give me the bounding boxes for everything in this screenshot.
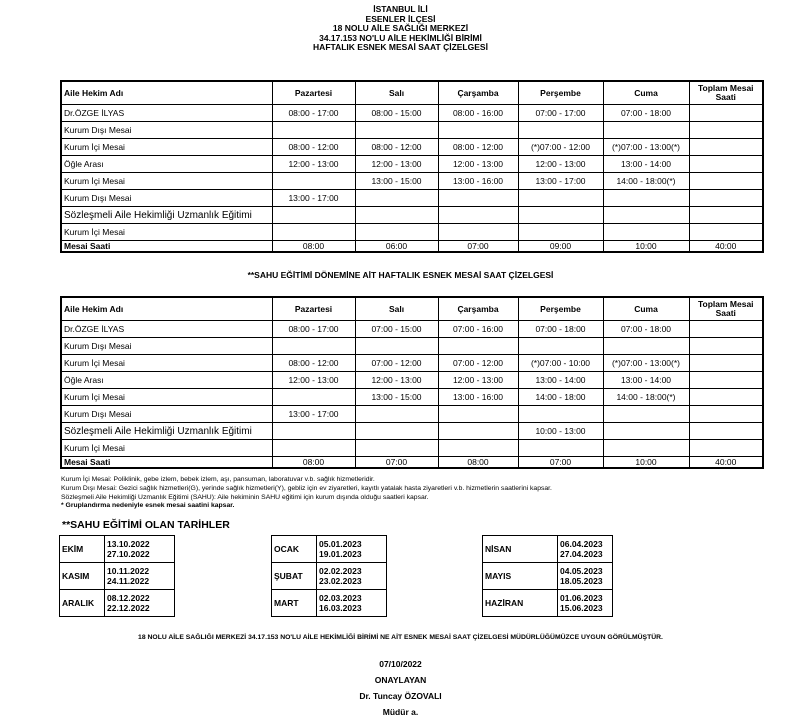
schedule-cell: (*)07:00 - 12:00 [518, 139, 603, 156]
row-label: Kurum Dışı Mesai [61, 122, 272, 139]
table-row [61, 105, 763, 122]
row-label: Kurum Dışı Mesai [61, 406, 272, 423]
header-unit: 34.17.153 NO'LU AİLE HEKİMLİĞİ BİRİMİ [319, 32, 482, 43]
column-header: Salı [355, 297, 438, 321]
schedule-cell [355, 224, 438, 241]
table-row [61, 190, 763, 207]
schedule-cell [272, 224, 355, 241]
document-header [0, 5, 801, 53]
approver-name: Dr. Tuncay ÖZOVALI [359, 691, 442, 701]
schedule-cell [438, 423, 518, 440]
date-values [105, 536, 175, 563]
note-internal: Kurum İçi Mesai: Poliklinik, gebe izlem, bebek izlem, aşı, pansuman, laboratuvar v.b. sağlık hizmetleridir. [61, 476, 375, 483]
month-label: EKİM [60, 536, 105, 563]
schedule-table-1 [60, 80, 764, 253]
schedule-cell [689, 389, 763, 406]
total-value: 08:00 [272, 457, 355, 469]
schedule-cell [518, 190, 603, 207]
date-second: 16.03.2023 [319, 603, 362, 613]
column-header: Aile Hekim Adı [61, 81, 272, 105]
header-title: HAFTALIK ESNEK MESAİ SAAT ÇİZELGESİ [313, 42, 488, 52]
schedule-cell: 07:00 - 18:00 [603, 105, 689, 122]
table-row [61, 372, 763, 389]
schedule-cell: 08:00 - 12:00 [272, 139, 355, 156]
dates-table-2 [271, 535, 387, 617]
row-label: Kurum Dışı Mesai [61, 190, 272, 207]
total-value: 08:00 [438, 457, 518, 469]
schedule-cell [603, 122, 689, 139]
note-external: Kurum Dışı Mesai: Gezici sağlık hizmetleri(G), yerinde sağlık hizmetleri(Y), gebliz için ev ziyaretleri, kayıtlı yatalak hasta ziyaretleri v.b. hizmetlerin saatlerini kapsar. [61, 484, 552, 492]
schedule-cell [355, 190, 438, 207]
date-values [558, 536, 613, 563]
schedule-cell: 13:00 - 17:00 [518, 173, 603, 190]
month-label: MART [272, 590, 317, 617]
date-second: 23.02.2023 [319, 576, 362, 586]
approver-title: Müdür a. [382, 707, 419, 717]
signature-block [0, 656, 801, 720]
date-row [60, 536, 175, 563]
date-second: 22.12.2022 [107, 603, 150, 613]
total-value: 07:00 [355, 457, 438, 469]
month-label: KASIM [60, 563, 105, 590]
month-label: ŞUBAT [272, 563, 317, 590]
total-row [61, 241, 763, 253]
header-row [61, 297, 763, 321]
schedule-cell: 13:00 - 17:00 [272, 406, 355, 423]
schedule-cell: 14:00 - 18:00 [518, 389, 603, 406]
schedule-cell: 13:00 - 16:00 [438, 389, 518, 406]
schedule-cell: 07:00 - 12:00 [355, 355, 438, 372]
schedule-cell [689, 122, 763, 139]
total-value: 08:00 [272, 241, 355, 253]
schedule-cell [355, 406, 438, 423]
schedule-cell [355, 440, 438, 457]
date-row [60, 590, 175, 617]
schedule-cell [518, 406, 603, 423]
schedule-cell [603, 338, 689, 355]
schedule-cell: 13:00 - 17:00 [272, 190, 355, 207]
month-label: OCAK [272, 536, 317, 563]
row-label: Kurum İçi Mesai [61, 139, 272, 156]
dates-table-1 [59, 535, 175, 617]
date-first: 01.06.2023 [560, 593, 603, 603]
schedule-cell: 10:00 - 13:00 [518, 423, 603, 440]
table-row [61, 355, 763, 372]
schedule-cell: 12:00 - 13:00 [438, 372, 518, 389]
row-label: Kurum İçi Mesai [61, 173, 272, 190]
schedule-cell: 08:00 - 12:00 [272, 355, 355, 372]
schedule-cell: 14:00 - 18:00(*) [603, 173, 689, 190]
table-row [61, 321, 763, 338]
schedule-cell [603, 406, 689, 423]
schedule-cell [603, 440, 689, 457]
schedule-cell: 12:00 - 13:00 [438, 156, 518, 173]
date-row [272, 536, 387, 563]
sahu-dates-title: **SAHU EĞİTİMİ OLAN TARİHLER [62, 519, 230, 531]
row-label: Kurum İçi Mesai [61, 389, 272, 406]
row-label: Kurum Dışı Mesai [61, 338, 272, 355]
schedule-cell [518, 122, 603, 139]
schedule-cell: 08:00 - 17:00 [272, 321, 355, 338]
schedule-cell: 12:00 - 13:00 [272, 156, 355, 173]
table-row [61, 423, 763, 440]
date-values [558, 563, 613, 590]
total-value: 10:00 [603, 241, 689, 253]
header-province: İSTANBUL İLİ [373, 4, 428, 14]
schedule-cell: (*)07:00 - 13:00(*) [603, 139, 689, 156]
total-value: 07:00 [438, 241, 518, 253]
date-first: 06.04.2023 [560, 539, 603, 549]
note-grouping: * Gruplandırma nedeniyle esnek mesai saatini kapsar. [61, 502, 235, 510]
schedule-cell: 07:00 - 12:00 [438, 355, 518, 372]
column-header: Perşembe [518, 81, 603, 105]
month-label: ARALIK [60, 590, 105, 617]
row-label: Kurum İçi Mesai [61, 224, 272, 241]
total-value: 40:00 [689, 241, 763, 253]
date-second: 27.04.2023 [560, 549, 603, 559]
row-label: Kurum İçi Mesai [61, 355, 272, 372]
schedule-cell: 07:00 - 17:00 [518, 105, 603, 122]
date-second: 27.10.2022 [107, 549, 150, 559]
header-center: 18 NOLU AİLE SAĞLIĞI MERKEZİ [332, 23, 469, 33]
schedule-cell: 08:00 - 12:00 [355, 139, 438, 156]
schedule-cell [355, 207, 438, 224]
schedule-cell [355, 423, 438, 440]
schedule-cell: 13:00 - 15:00 [355, 389, 438, 406]
schedule-cell [689, 321, 763, 338]
column-header: Pazartesi [272, 81, 355, 105]
column-header: Çarşamba [438, 297, 518, 321]
date-second: 15.06.2023 [560, 603, 603, 613]
schedule-cell: 07:00 - 18:00 [518, 321, 603, 338]
table-row [61, 406, 763, 423]
date-row [60, 563, 175, 590]
total-label: Mesai Saati [61, 241, 272, 253]
schedule-cell: 12:00 - 13:00 [518, 156, 603, 173]
schedule-cell [518, 440, 603, 457]
month-label: NİSAN [483, 536, 558, 563]
schedule-cell [689, 338, 763, 355]
table-row [61, 224, 763, 241]
schedule-cell [518, 338, 603, 355]
date-values [317, 536, 387, 563]
schedule-cell [689, 355, 763, 372]
schedule-cell: 12:00 - 13:00 [355, 372, 438, 389]
table-row [61, 122, 763, 139]
schedule-cell [438, 338, 518, 355]
schedule-cell [438, 224, 518, 241]
date-first: 08.12.2022 [107, 593, 150, 603]
total-value: 06:00 [355, 241, 438, 253]
schedule-cell: (*)07:00 - 13:00(*) [603, 355, 689, 372]
total-row [61, 457, 763, 469]
date-values [317, 563, 387, 590]
table-row [61, 389, 763, 406]
schedule-cell: 07:00 - 15:00 [355, 321, 438, 338]
schedule-cell: 13:00 - 14:00 [603, 372, 689, 389]
schedule-cell [689, 173, 763, 190]
schedule-cell [355, 122, 438, 139]
row-label: Öğle Arası [61, 156, 272, 173]
column-header: Cuma [603, 81, 689, 105]
date-values [317, 590, 387, 617]
schedule-cell [518, 207, 603, 224]
schedule-cell: 13:00 - 16:00 [438, 173, 518, 190]
column-header: Perşembe [518, 297, 603, 321]
schedule-cell [603, 190, 689, 207]
date-first: 02.02.2023 [319, 566, 362, 576]
total-value: 07:00 [518, 457, 603, 469]
table-row [61, 207, 763, 224]
schedule-cell: 07:00 - 18:00 [603, 321, 689, 338]
header-row [61, 81, 763, 105]
schedule-cell [272, 173, 355, 190]
total-value: 10:00 [603, 457, 689, 469]
row-label: Dr.ÖZGE İLYAS [61, 105, 272, 122]
schedule-cell: 08:00 - 16:00 [438, 105, 518, 122]
schedule-cell: 08:00 - 17:00 [272, 105, 355, 122]
column-header: Cuma [603, 297, 689, 321]
schedule-cell [438, 207, 518, 224]
date-first: 04.05.2023 [560, 566, 603, 576]
column-header: Toplam Mesai Saati [689, 297, 763, 321]
schedule-cell [438, 406, 518, 423]
schedule-cell [689, 372, 763, 389]
date-first: 02.03.2023 [319, 593, 362, 603]
header-district: ESENLER İLÇESİ [365, 13, 436, 24]
month-label: HAZİRAN [483, 590, 558, 617]
schedule-cell: 12:00 - 13:00 [355, 156, 438, 173]
date-row [483, 563, 613, 590]
dates-table-3 [482, 535, 613, 617]
table-row [61, 440, 763, 457]
schedule-cell [603, 207, 689, 224]
row-label: Sözleşmeli Aile Hekimliği Uzmanlık Eğitimi [61, 423, 272, 440]
schedule-cell: 12:00 - 13:00 [272, 372, 355, 389]
total-label: Mesai Saati [61, 457, 272, 469]
schedule-cell [355, 338, 438, 355]
schedule-cell [603, 423, 689, 440]
approval-date: 07/10/2022 [379, 659, 422, 669]
schedule-cell [689, 105, 763, 122]
schedule-cell [518, 224, 603, 241]
approval-label: ONAYLAYAN [374, 675, 427, 685]
column-header: Pazartesi [272, 297, 355, 321]
schedule-cell [689, 207, 763, 224]
month-label: MAYIS [483, 563, 558, 590]
date-second: 24.11.2022 [107, 576, 150, 586]
date-values [558, 590, 613, 617]
schedule-cell: 13:00 - 14:00 [518, 372, 603, 389]
table-row [61, 338, 763, 355]
approval-statement: 18 NOLU AİLE SAĞLIĞI MERKEZİ 34.17.153 NO'LU AİLE HEKİMLİĞİ BİRİMİ NE AİT ESNEK MESAİ SAAT ÇİZELGESİ MÜDÜRLÜĞÜMÜZCE UYGUN GÖRÜLMÜŞTÜR. [138, 634, 663, 641]
schedule-cell: 08:00 - 12:00 [438, 139, 518, 156]
schedule-cell: 07:00 - 16:00 [438, 321, 518, 338]
date-first: 13.10.2022 [107, 539, 150, 549]
schedule-cell [272, 122, 355, 139]
column-header: Toplam Mesai Saati [689, 81, 763, 105]
schedule-cell [272, 389, 355, 406]
schedule-cell [689, 156, 763, 173]
date-row [272, 563, 387, 590]
total-value: 40:00 [689, 457, 763, 469]
date-row [483, 590, 613, 617]
column-header: Salı [355, 81, 438, 105]
date-values [105, 590, 175, 617]
schedule-cell [272, 338, 355, 355]
note-sahu: Sözleşmeli Aile Hekimliği Uzmanlık Eğitimi (SAHU): Aile hekiminin SAHU eğitimi için kurum dışında olduğu saatleri kapsar. [61, 493, 429, 501]
schedule-cell [689, 440, 763, 457]
date-row [483, 536, 613, 563]
schedule-table-2 [60, 296, 764, 469]
schedule-cell [438, 440, 518, 457]
date-values [105, 563, 175, 590]
schedule-cell: 08:00 - 15:00 [355, 105, 438, 122]
total-value: 09:00 [518, 241, 603, 253]
schedule-cell: (*)07:00 - 10:00 [518, 355, 603, 372]
schedule-cell [603, 224, 689, 241]
schedule-cell [689, 190, 763, 207]
notes [61, 476, 552, 511]
schedule-cell [438, 190, 518, 207]
schedule-cell [689, 406, 763, 423]
date-second: 19.01.2023 [319, 549, 362, 559]
schedule-cell: 13:00 - 15:00 [355, 173, 438, 190]
schedule-cell [272, 440, 355, 457]
column-header: Çarşamba [438, 81, 518, 105]
row-label: Dr.ÖZGE İLYAS [61, 321, 272, 338]
schedule-cell: 13:00 - 14:00 [603, 156, 689, 173]
row-label: Öğle Arası [61, 372, 272, 389]
table2-title: **SAHU EĞİTİMİ DÖNEMİNE AİT HAFTALIK ESNEK MESAİ SAAT ÇİZELGESİ [247, 270, 554, 280]
date-second: 18.05.2023 [560, 576, 603, 586]
date-row [272, 590, 387, 617]
schedule-cell [689, 423, 763, 440]
schedule-cell: 14:00 - 18:00(*) [603, 389, 689, 406]
schedule-cell [438, 122, 518, 139]
table-row [61, 173, 763, 190]
date-first: 10.11.2022 [107, 566, 150, 576]
row-label: Sözleşmeli Aile Hekimliği Uzmanlık Eğitimi [61, 207, 272, 224]
table-row [61, 139, 763, 156]
schedule-cell [689, 139, 763, 156]
schedule-cell [272, 423, 355, 440]
column-header: Aile Hekim Adı [61, 297, 272, 321]
date-first: 05.01.2023 [319, 539, 362, 549]
table-row [61, 156, 763, 173]
schedule-cell [272, 207, 355, 224]
row-label: Kurum İçi Mesai [61, 440, 272, 457]
schedule-cell [689, 224, 763, 241]
